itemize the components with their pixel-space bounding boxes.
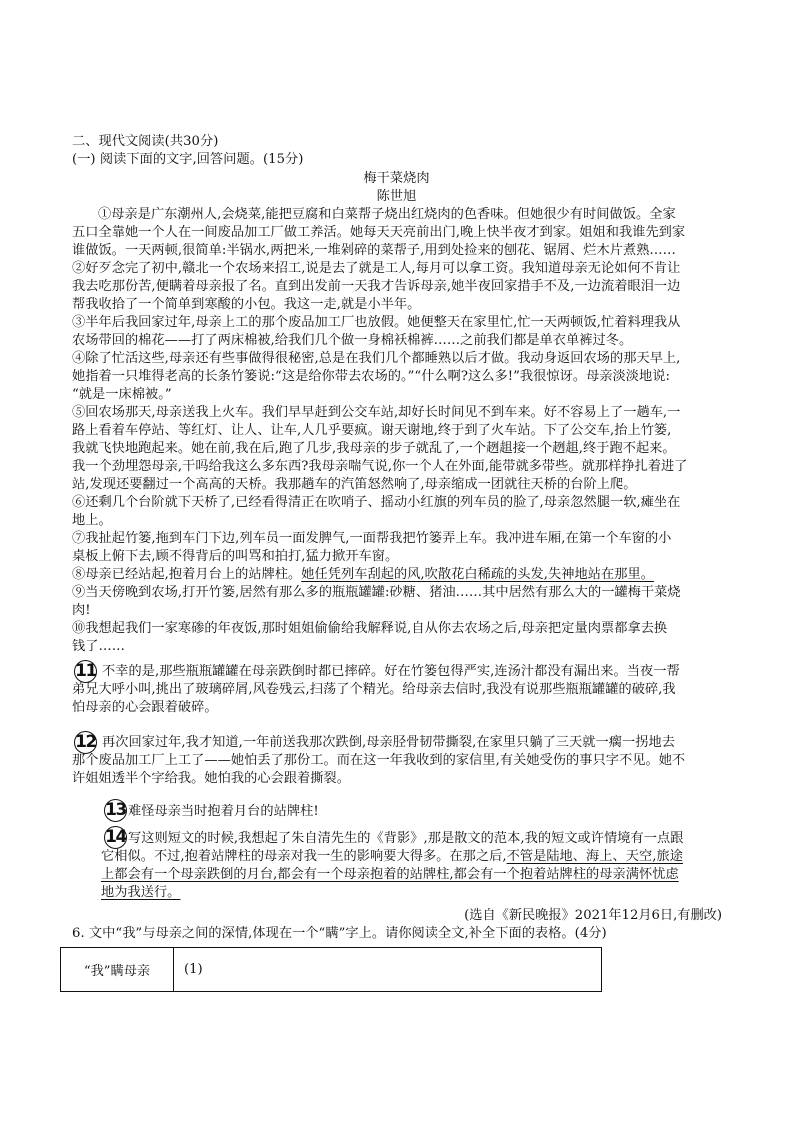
text-line	[101, 848, 683, 866]
underlined-sentence: 地为我送行。	[101, 885, 181, 900]
text-line: 路上看着车停站、等红灯、让人、让车,人几乎要疯。谢天谢地,终于到了火车站。下了公交车,抬上竹篓,	[72, 423, 672, 438]
underlined-sentence: 上都会有一个母亲跌倒的月台,都会有一个母亲抱着的站牌柱,都会有一个抱着站牌柱的母亲满怀忧虑	[101, 867, 679, 882]
text-line: ⑦我扯起竹篓,拖到车门下边,列车员一面发脾气,一面帮我把竹篓弄上车。我冲进车厢,在第一个车窗的小	[72, 531, 672, 546]
question-6: 6. 文中“我”与母亲之间的深情,体现在一个“瞒”字上。请你阅读全文,补全下面的表格。(4分)	[72, 926, 607, 941]
answer-table	[60, 947, 602, 992]
text-line: ⑨当天傍晚到农场,打开竹篓,居然有那么多的瓶瓶罐罐:砂糖、猪油……其中居然有那么大的一罐梅干菜烧	[72, 585, 681, 600]
text-line: 桌板上俯下去,顾不得背后的叫骂和拍打,猛力掀开车窗。	[72, 549, 399, 564]
text-line: 再次回家过年,我才知道,一年前送我那次跌倒,母亲胫骨韧带撕裂,在家里只躺了三天就一瘸一拐地去	[102, 735, 675, 750]
text-line: ⑩我想起我们一家寒碜的年夜饭,那时姐姐偷偷给我解释说,自从你去农场之后,母亲把定量肉票都拿去换	[72, 621, 668, 636]
text-line: 许姐姐透半个字给我。她怕我的心会跟着撕裂。	[72, 771, 350, 786]
paragraph-number-marker: 12	[75, 732, 96, 752]
text-line: 钱了……	[72, 639, 125, 654]
text-line: 我一个劲埋怨母亲,干吗给我这么多东西?我母亲喘气说,你一个人在外面,能带就多带些。就那样挣扎着进了	[72, 459, 688, 474]
text-line: 我就飞快地跑起来。她在前,我在后,跑了几步,我母亲的步子就乱了,一个趔趄接一个趔趄,终于跑不起来。	[72, 441, 676, 456]
underlined-sentence: 她任凭列车刮起的风,吹散花白稀疏的头发,失神地站在那里。	[301, 567, 654, 582]
source-citation: (选自《新民晚报》2021年12月6日,有删改)	[464, 908, 722, 923]
table-row	[61, 948, 602, 992]
text-line: ⑥还剩几个台阶就下天桥了,已经看得清正在吹哨子、摇动小红旗的列车员的脸了,母亲忽然腿一软,瘫坐在	[72, 495, 681, 510]
text-line: ④除了忙活这些,母亲还有些事做得很秘密,总是在我们几个都睡熟以后才做。我动身返回农场的那天早上,	[72, 351, 681, 366]
text-line: 地上。	[72, 513, 112, 528]
text-line	[101, 884, 180, 902]
underlined-sentence: 不管是陆地、海上、天空,旅途	[506, 849, 683, 864]
text-line: ①母亲是广东潮州人,会烧菜,能把豆腐和白菜帮子烧出红烧肉的色香味。但她很少有时间做饭。全家	[98, 207, 676, 222]
text-line: 农场带回的棉花——打了两床棉被,给我们几个做一身棉袄棉裤……之前我们都是单衣单裤过冬。	[72, 333, 633, 348]
paragraph-number-marker: 13	[105, 800, 126, 820]
text-line: 难怪母亲当时抱着月台的站牌柱!	[128, 804, 319, 819]
text-line: 她指着一只堆得老高的长条竹篓说:“这是给你带去农场的。”“什么啊?这么多!”我很惊讶。母亲淡淡地说:	[72, 369, 670, 384]
text-line: ③半年后我回家过年,母亲上工的那个废品加工厂也放假。她便整天在家里忙,忙一天两顿饭,忙着料理我从	[72, 315, 681, 330]
text-line: “就是一床棉被。”	[72, 387, 172, 402]
text-line: ②好歹念完了初中,赣北一个农场来招工,说是去了就是工人,每月可以拿工资。我知道母亲无论如何不肯让	[72, 261, 681, 276]
text-line: 那个废品加工厂上工了——她怕丢了那份工。而在这一年我收到的家信里,有关她受伤的事只字不见。她不	[72, 753, 686, 768]
text-line: 五口全靠她一个人在一间废品加工厂做工养活。她每天天亮前出门,晚上快半夜才到家。姐姐和我谁先到家	[72, 225, 686, 240]
text-line: 肉!	[72, 603, 91, 618]
paragraph-number-marker: 11	[75, 661, 96, 681]
part-heading: (一) 阅读下面的文字,回答问题。(15分)	[72, 152, 304, 167]
text-line: 我去吃那份苦,便瞒着母亲报了名。直到出发前一天我才告诉母亲,她半夜回家措手不及,一边流着眼泪一边	[72, 279, 681, 294]
section-heading: 二、现代文阅读(共30分)	[72, 134, 219, 149]
article-author: 陈世旭	[376, 189, 417, 204]
text-line	[72, 566, 654, 584]
text-line: 怕母亲的心会跟着破碎。	[72, 700, 218, 715]
text-segment: 它相似。不过,抱着站牌柱的母亲对我一生的影响要大得多。在那之后,	[101, 849, 507, 864]
paragraph-number-marker: 14	[105, 827, 126, 847]
answer-cell[interactable]: (1)	[174, 948, 602, 992]
text-line: 站,发现还要翻过一个高高的天桥。我那趟车的汽笛怒然响了,母亲缩成一团就往天桥的台阶上爬。	[72, 477, 637, 492]
text-line: 弟兄大呼小叫,挑出了玻璃碎屑,风卷残云,扫荡了个精光。给母亲去信时,我没有说那些瓶瓶罐罐的破碎,我	[72, 682, 676, 697]
text-line: 写这则短文的时候,我想起了朱自清先生的《背影》,那是散文的范本,我的短文或许情境有一点跟	[128, 831, 684, 846]
text-line: ⑤回农场那天,母亲送我上火车。我们早早赶到公交车站,却好长时间见不到车来。好不容易上了一趟车,一	[72, 405, 681, 420]
text-line: 帮我收拾了一个简单到寒酸的小包。我这一走,就是小半年。	[72, 297, 421, 312]
text-line: 不幸的是,那些瓶瓶罐罐在母亲跌倒时都已摔碎。好在竹篓包得严实,连汤汁都没有漏出来。当夜一帮	[102, 664, 680, 679]
text-segment: ⑧母亲已经站起,抱着月台上的站牌柱。	[72, 567, 302, 582]
article-title: 梅干菜烧肉	[363, 171, 430, 186]
text-line: 谁做饭。一天两顿,很简单:半锅水,两把米,一堆剁碎的菜帮子,用到处捡来的刨花、锯屑、烂木片煮熟……	[72, 243, 676, 258]
table-header-cell: “我”瞒母亲	[61, 948, 174, 992]
text-line	[101, 866, 679, 884]
